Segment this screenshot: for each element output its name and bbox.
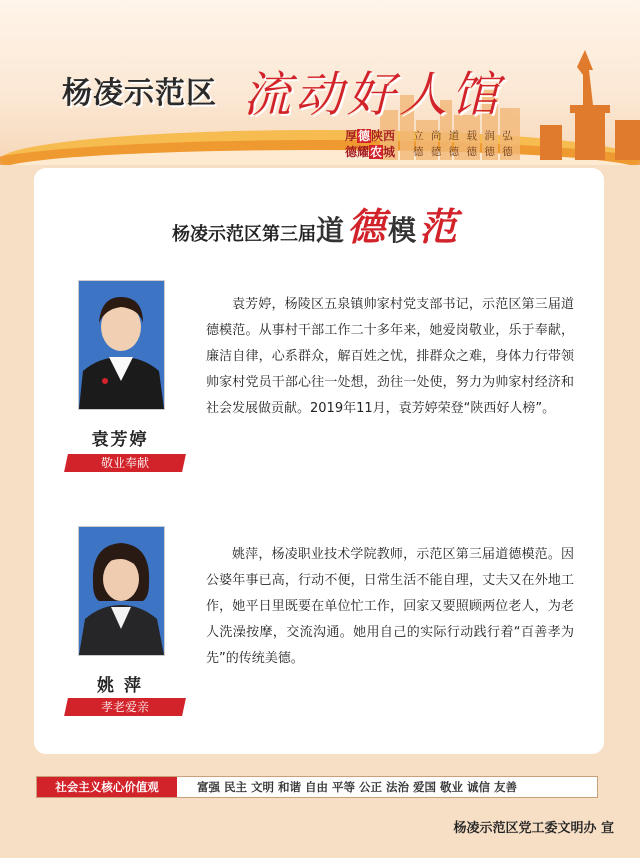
card-title-fan: 范 bbox=[419, 204, 461, 249]
core-values-list: 富强 民主 文明 和谐 自由 平等 公正 法治 爱国 敬业 诚信 友善 bbox=[197, 780, 518, 794]
brand-text: 陕西 bbox=[371, 129, 396, 143]
header-title-hall: 流动好人馆 bbox=[243, 67, 504, 123]
virtue-tag-label: 敬业奉献 bbox=[100, 456, 149, 470]
person-bio: 袁芳婷，杨陵区五泉镇帅家村党支部书记，示范区第三届道德模范。从事村干部工作二十多年来，她爱岗敬业，乐于奉献，廉洁自律，心系群众，解百姓之忧，排群众之难，身体力行带领帅家村党员干部心往一处想，劲往一处使，努力为帅家村经济和社会发展做贡献。2019年11月，袁芳婷荣登“陕西好人榜”。 bbox=[206, 297, 574, 416]
card-title bbox=[172, 196, 460, 251]
header-title-region: 杨凌示范区 bbox=[62, 77, 217, 110]
publisher-signature: 杨凌示范区党工委文明办 宣 bbox=[453, 821, 614, 836]
content-card bbox=[34, 168, 604, 754]
person-name: 袁芳婷 bbox=[91, 430, 149, 450]
core-values-bar bbox=[36, 776, 598, 798]
virtue-tag bbox=[64, 454, 186, 472]
portrait-photo bbox=[78, 526, 165, 656]
card-title-dao: 道 bbox=[316, 214, 348, 247]
card-title-prefix: 杨凌示范区第三届 bbox=[172, 224, 316, 245]
core-values-label: 社会主义核心价值观 bbox=[37, 777, 177, 797]
card-title-de: 德 bbox=[347, 204, 389, 249]
header-banner bbox=[0, 0, 640, 165]
card-title-mo: 模 bbox=[388, 214, 420, 247]
brand-highlight: 农 bbox=[370, 145, 383, 159]
brand-highlight: 德 bbox=[358, 129, 371, 143]
portrait-photo bbox=[78, 280, 165, 410]
virtues-row: 立 尚 道 载 润 弘 bbox=[413, 130, 515, 142]
brand-slogan bbox=[345, 128, 395, 160]
virtue-tag-label: 孝老爱亲 bbox=[100, 700, 149, 714]
person-name: 姚 萍 bbox=[97, 676, 143, 696]
virtues-text bbox=[413, 128, 515, 160]
brand-text: 厚 bbox=[345, 129, 358, 143]
brand-text: 城 bbox=[383, 145, 396, 159]
virtues-row: 德 德 德 德 德 德 bbox=[413, 146, 515, 158]
virtue-tag bbox=[64, 698, 186, 716]
brand-text: 德耀 bbox=[345, 145, 370, 159]
person-bio: 姚萍，杨凌职业技术学院教师，示范区第三届道德模范。因公婆年事已高，行动不便，日常生活不能自理，丈夫又在外地工作，她平日里既要在单位忙工作，回家又要照顾两位老人，为老人洗澡按摩，交流沟通。她用自己的实际行动践行着“百善孝为先”的传统美德。 bbox=[206, 547, 574, 666]
